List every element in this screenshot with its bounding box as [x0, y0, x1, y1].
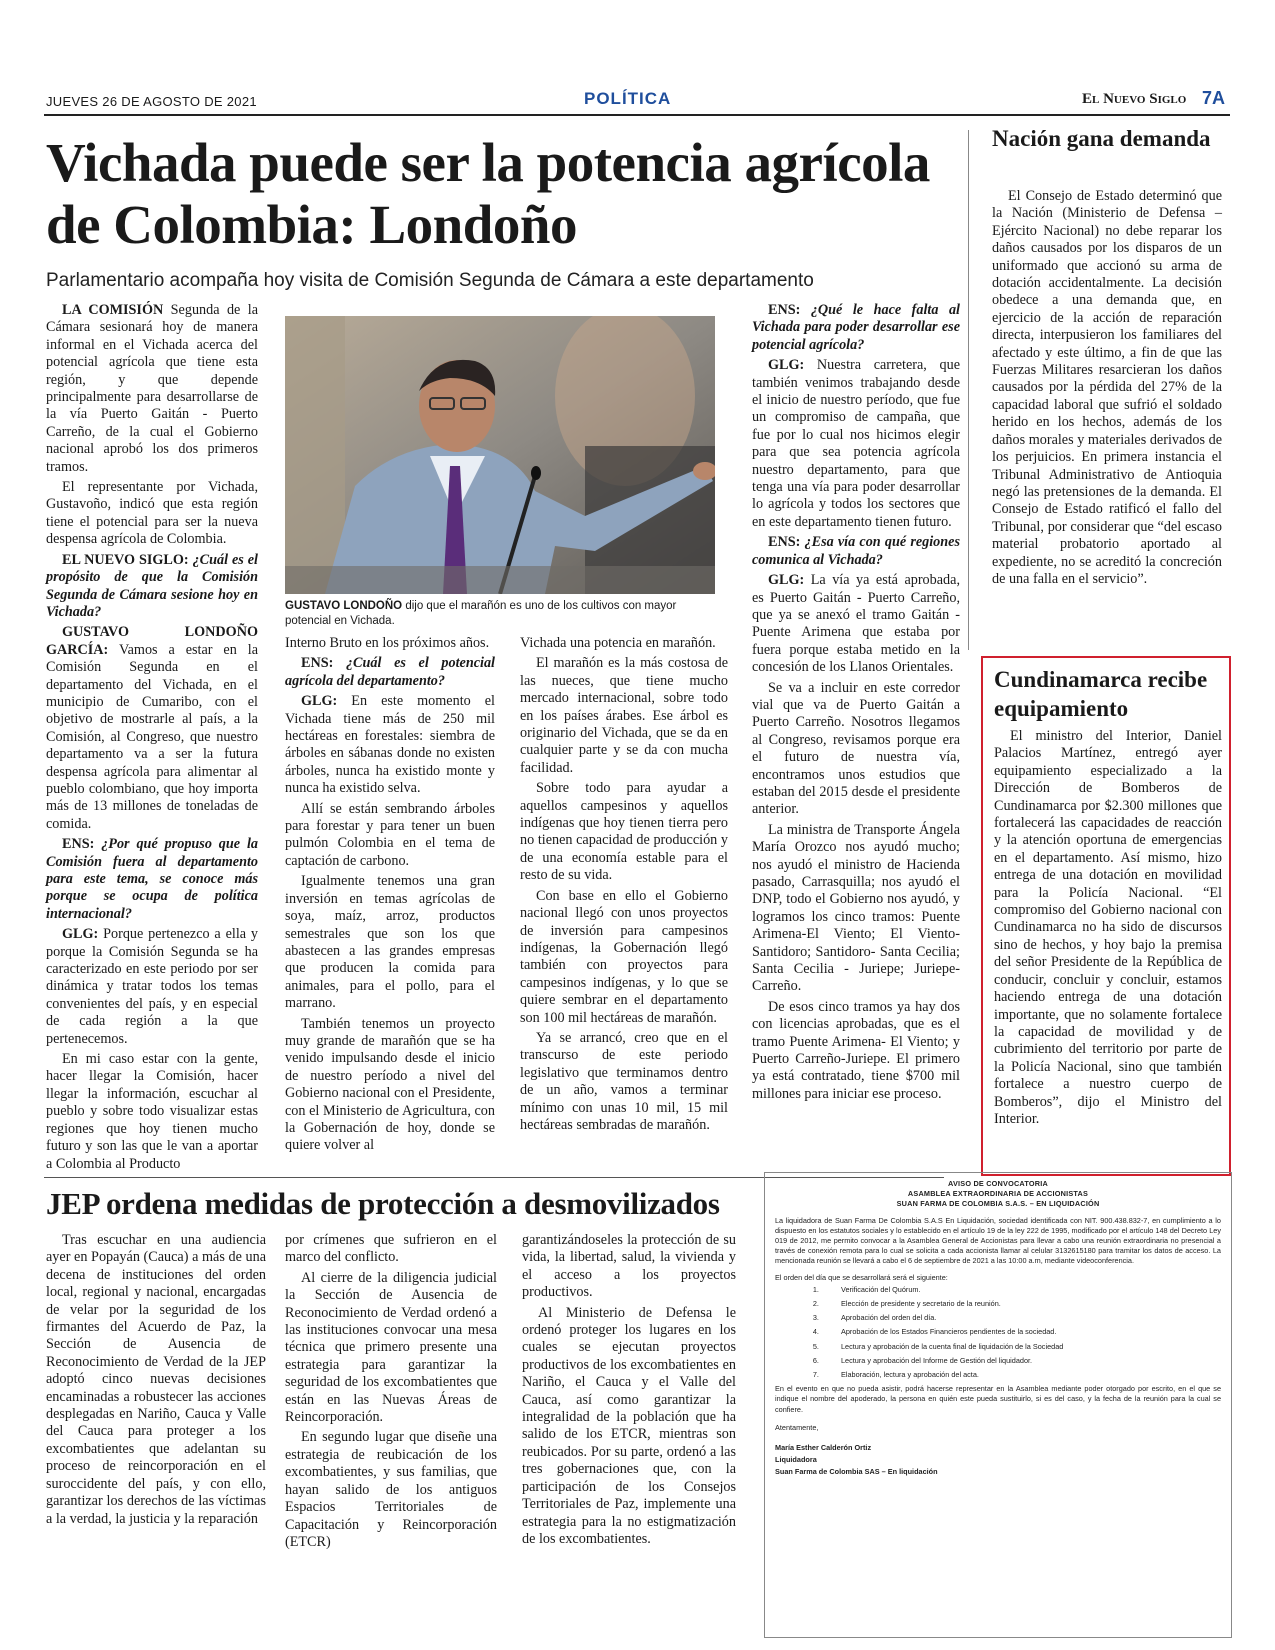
section-label: POLÍTICA — [584, 89, 672, 108]
answer-text: La vía ya está aprobada, es Puerto Gaitán - Puerto Carreño, que ya se anexó el tramo Gaitán - Puente Arimena que estaba por fuera porque estaba metido en la concesión de los Llanos Orientales. — [752, 572, 960, 676]
article-column-2 — [285, 635, 495, 1158]
signature-role: Liquidadora — [775, 1455, 817, 1465]
notice-agenda-list — [775, 1285, 1221, 1380]
paragraph: La ministra de Transporte Ángela María Orozco nos ayudó mucho; nos ayudó el ministro de Hacienda pasado, Carrasquilla; nos ayudó el DNP, todo el Gobierno nos ayudó, y logramos los cinco tramos: Puente Arimena-El Viento; El Viento- Santidoro; Santidoro- Santa Cecilia; Santa Cecilia - Juriepe; Juriepe-Carreño. — [752, 821, 960, 995]
legal-notice — [764, 1172, 1232, 1638]
speaker-label: GLG: — [301, 693, 338, 710]
sidebar-divider — [968, 130, 969, 650]
speaker-label: GLG: — [62, 926, 99, 943]
paragraph: El Consejo de Estado determinó que la Nación (Ministerio de Defensa – Ejército Nacional) no debe reparar los daños causados por los disparos de un uniformado que accionó su arma de dotación accidentalmente. La decisión obedece a una demanda que, en ejercicio de la acción de reparación directa, interpusieron los familiares del afectado y este último, a fin de que las Fuerzas Militares resarcieran los daños causados por la pérdida del 27% de la capacidad laboral que sufrió el soldado herido en los hechos, además de los daños morales y materiales derivados de los perjuicios. En primera instancia el Tribunal Administrativo de Antioquia negó las pretensiones de la demanda. El Consejo de Estado ratificó el fallo del Tribunal, por considerar que “del escaso material probatorio aportado al expediente, no se acreditó la concreción de una falla en el servicio”. — [992, 188, 1222, 587]
main-headline: Vichada puede ser la potencia agrícola de Colombia: Londoño — [46, 132, 930, 255]
main-subhead: Parlamentario acompaña hoy visita de Comisión Segunda de Cámara a este departamento — [46, 270, 814, 291]
paragraph: garantizándoseles la protección de su vida, la libertad, salud, la vivienda y el acceso a los proyectos productivos. — [522, 1232, 736, 1301]
notice-heading-3: SUAN FARMA DE COLOMBIA S.A.S. – EN LIQUIDACIÓN — [896, 1199, 1100, 1209]
paragraph: También tenemos un proyecto muy grande de marañón que se ha venido impulsando desde el inicio de nuestro período a nivel del Gobierno nacional con el Presidente, con el Ministerio de Agricultura, con la Gobernación de hoy, donde se quiere volver al — [285, 1015, 495, 1154]
article-column-3 — [520, 635, 728, 1137]
jep-headline: JEP ordena medidas de protección a desmovilizados — [46, 1186, 720, 1221]
article-photo — [285, 316, 715, 594]
notice-heading-1: AVISO DE CONVOCATORIA — [948, 1179, 1048, 1188]
photo-caption — [285, 599, 715, 629]
paragraph: En segundo lugar que diseñe una estrategia de reubicación de los excombatientes, y sus familias, que hayan salido de los antiguos Espacios Territoriales de Capacitación y Reincorporación (ETCR) — [285, 1429, 497, 1550]
agenda-item: 3. Aprobación del orden del día. — [821, 1313, 1221, 1323]
signature-company: Suan Farma de Colombia SAS – En liquidación — [775, 1467, 938, 1477]
jep-column-1 — [46, 1232, 266, 1531]
paragraph: Tras escuchar en una audiencia ayer en Popayán (Cauca) a más de una decena de instituciones del orden local, regional y nacional, encargadas de velar por la seguridad de los firmantes del Acuerdo de Paz, la Sección de Ausencia de Reconocimiento de Verdad de la JEP adoptó cinco nuevas decisiones encaminadas a robustecer las acciones desplegadas en Nariño, Cauca y Valle del Cauca para proteger a los excombatientes que adelantan su proceso de reincorporación en el suroccidente del país, y con ello, garantizar los derechos de las víctimas a la verdad, la justicia y la reparación — [46, 1232, 266, 1527]
speaker-label: ENS: — [768, 302, 801, 318]
caption-name: GUSTAVO LONDOÑO — [285, 600, 403, 612]
agenda-item: 7. Elaboración, lectura y aprobación del acta. — [821, 1370, 1221, 1380]
header-rule — [44, 114, 1230, 116]
paragraph: por crímenes que sufrieron en el marco del conflicto. — [285, 1232, 497, 1266]
speaker-label: ENS: — [62, 836, 95, 853]
agenda-item: 1. Verificación del Quórum. — [821, 1285, 1221, 1295]
article-column-1 — [46, 302, 258, 1176]
paragraph: Ya se arrancó, creo que en el transcurso de este periodo legislativo que terminamos dentro de un año, vamos a terminar mínimo con unas 10 mil, 15 mil hectáreas sembradas de marañón. — [520, 1029, 728, 1133]
notice-heading-2: ASAMBLEA EXTRAORDINARIA DE ACCIONISTAS — [907, 1189, 1089, 1199]
paragraph: Sobre todo para ayudar a aquellos campesinos y aquellos indígenas que hoy tienen tierra pero no tienen capacidad de producción y de una economía estable para el resto de su vida. — [520, 780, 728, 884]
agenda-item: 5. Lectura y aprobación de la cuenta final de liquidación de la Sociedad — [821, 1342, 1221, 1352]
notice-intro: La liquidadora de Suan Farma De Colombia S.A.S En Liquidación, sociedad identificada con NIT. 900.438.832-7, en cumplimiento a lo dispuesto en los estatutos sociales y lo establecido en el artículo 19 de la ley 222 de 1995, modificado por el artículo 148 del Decreto Ley 019 de 2012, me permito convocar a la Asamblea General de Accionistas para llevar a cabo una reunión extraordinaria no presencial a través de conexión remota para lo cual se solicita a cada accionista llamar al celular 3132615180 para tramitar los datos de acceso. La mencionada reunión se llevará a cabo el 6 de septiembre de 2021 a las 10:00 a.m, mediante videoconferencia. — [775, 1215, 1221, 1266]
question-text: ¿Cuál es el propósito de que la Comisión Segunda de Cámara sesione hoy en Vichada? — [46, 551, 258, 620]
sidebar-1-title: Nación gana demanda — [992, 126, 1211, 151]
photo-illustration — [285, 316, 715, 594]
agenda-item: 4. Aprobación de los Estados Financieros pendientes de la sociedad. — [821, 1327, 1221, 1337]
sidebar-2-body — [994, 728, 1222, 1131]
sidebar-1-body — [992, 188, 1222, 591]
notice-order-label: El orden del día que se desarrollará será el siguiente: — [775, 1272, 948, 1282]
lead-word: LA COMISIÓN — [62, 302, 164, 318]
speaker-label: ENS: — [301, 655, 334, 672]
question-text: ¿Qué le hace falta al Vichada para poder desarrollar ese potencial agrícola? — [752, 302, 960, 353]
jep-column-3 — [522, 1232, 736, 1551]
newspaper-name: El Nuevo Siglo — [1082, 91, 1187, 107]
answer-text: En este momento el Vichada tiene más de 250 mil hectáreas en forestales: siembra de árboles en sábanas donde no existen árboles, nunca ha existido monte y nunca ha existido selva. — [285, 693, 495, 797]
speaker-label: EL NUEVO SIGLO: — [62, 551, 189, 568]
speaker-label: GLG: — [768, 357, 805, 374]
paragraph: Igualmente tenemos una gran inversión en temas agrícolas de soya, maíz, arroz, productos semestrales que son los que abastecen a las grandes empresas que producen la comida para animales, para el pollo, para el marrano. — [285, 873, 495, 1012]
paragraph: Al cierre de la diligencia judicial la Sección de Ausencia de Reconocimiento de Verdad ordenó a las instituciones convocar una mesa técnica que primero presente una estrategia para garantizar la seguridad de los excombatientes que están en las Nuevas Áreas de Reincorporación. — [285, 1269, 497, 1426]
paragraph: El representante por Vichada, Gustavoño, indicó que esta región tiene el potencial para ser la nueva despensa agrícola de Colombia. — [46, 479, 258, 548]
paragraph: Allí se están sembrando árboles para forestar y para tener un buen pulmón Colombia en el tema de captación de carbono. — [285, 800, 495, 869]
paragraph: El ministro del Interior, Daniel Palacios Martínez, entregó ayer equipamiento especializado a la Dirección de Bomberos de Cundinamarca por $2.300 millones que fortalecerá las capacidades de reacción y la atención oportuna de emergencias en el departamento. Así mismo, hizo entrega de una dotación en movilidad para la Policía Nacional. “El compromiso del Gobierno nacional con Cundinamarca no ha sido de discursos sino de hechos, y hoy bajo la premisa del señor Presidente de la República de conducir, concluir y concluir, estamos haciendo entrega de una dotación importante, que no solamente fortalece la capacidad de movilidad y de cubrimiento del territorio por parte de la Policía Nacional, sino que también fortalece a nuestro cuerpo de Bomberos”, dijo el Ministro del Interior. — [994, 728, 1222, 1127]
question-text: ¿Por qué propuso que la Comisión fuera al departamento para este tema, se conoce más porque se ocupa de política internacional? — [46, 836, 258, 922]
paragraph: Segunda de la Cámara sesionará hoy de manera informal en el Vichada acerca del potencial agrícola que tiene esta región, y que depende principalmente para desarrollarse de la vía Puerto Gaitán - Puerto Carreño, de la cual el Gobierno nacional aprobó los dos primeros tramos. — [46, 302, 258, 475]
paragraph: Con base en ello el Gobierno nacional llegó con unos proyectos de inversión para campesinos indígenas, la Gobernación llegó también con proyectos para campesinos indígenas, y lo que se quiere sembrar en el departamento son 100 mil hectáreas de marañón. — [520, 887, 728, 1026]
agenda-item: 6. Lectura y aprobación del Informe de Gestión del liquidador. — [821, 1356, 1221, 1366]
question-text: ¿Esa vía con qué regiones comunica al Vichada? — [752, 534, 960, 568]
sidebar-2-title: Cundinamarca recibe equipamiento — [994, 667, 1208, 721]
paragraph: El marañón es la más costosa de las nueces, que tiene mucho mercado internacional, sobre todo en los países árabes. Ese árbol es originario del Vichada, que se da en cualquier parte y se da con mucha facilidad. — [520, 655, 728, 776]
speaker-label: ENS: — [768, 534, 801, 551]
article-column-4 — [752, 302, 960, 1106]
paragraph: En mi caso estar con la gente, hacer llegar la Comisión, hacer llegar la información, escuchar al pueblo y sobre todo visualizar estas regiones que hoy tienen mucho futuro y son las que le van a aportar a Colombia al Producto — [46, 1051, 258, 1172]
answer-text: Nuestra carretera, que también venimos trabajando desde el inicio de nuestro período, que fue un compromiso de campaña, que fue por lo cual nos hicimos elegir para que sea potencia agrícola nuestro departamento, para que tenga una vía para poder desarrollar lo agrícola y todos los sectores que en este departamento tienen futuro. — [752, 357, 960, 530]
jep-column-2 — [285, 1232, 497, 1554]
paragraph: Vichada una potencia en marañón. — [520, 635, 716, 651]
page-number: 7A — [1202, 88, 1226, 108]
answer-text: Porque pertenezco a ella y porque la Comisión Segunda se ha caracterizado en este periodo por ser dinámica y tratar todos los temas convenientes del país, y en especial de cada región a la que pertenecemos. — [46, 926, 258, 1047]
caption-text: dijo que el marañón es uno de los cultivos con mayor potencial en Vichada. — [285, 600, 677, 627]
question-text: ¿Cuál es el potencial agrícola del departamento? — [285, 655, 495, 689]
paragraph: Interno Bruto en los próximos años. — [285, 635, 490, 651]
agenda-item: 2. Elección de presidente y secretario de la reunión. — [821, 1299, 1221, 1309]
paragraph: Se va a incluir en este corredor vial que va de Puerto Gaitán a Puerto Carreño. Nosotros llegamos al Congreso, revisamos porque era el futuro de nuestra vía, encontramos unos estudios que estaban del 2015 desde el presidente anterior. — [752, 679, 960, 818]
speaker-label: GUSTAVO LONDOÑO GARCÍA: — [46, 624, 258, 658]
notice-closing: Atentamente, — [775, 1422, 819, 1432]
paragraph: De esos cinco tramos ya hay dos con licencias aprobadas, que es el tramo Puente Arimena- El Viento; y Puerto Carreño-Juriepe. El primero ya está contratado, tiene $700 mil millones para iniciar ese proceso. — [752, 998, 960, 1102]
header-date: JUEVES 26 DE AGOSTO DE 2021 — [46, 94, 257, 109]
paragraph: Al Ministerio de Defensa le ordenó proteger los lugares en los cuales se ejecutan proyectos productivos de los excombatientes en Nariño, el Cauca y el Valle del Cauca, así como garantizar la integralidad de la población que ha salido de los ETCR, mientras son reubicados. Por su parte, ordenó a las tres gobernaciones que, con la participación de los Consejos Territoriales de Paz, implemente una estrategia para la no estigmatización de los excombatientes. — [522, 1304, 736, 1547]
answer-text: Vamos a estar en la Comisión Segunda en el departamento del Vichada, en el municipio de Cumaribo, con el objetivo de mostrarle al país, a la Comisión, al Congreso, que nuestro departamento va a ser la futura despensa agrícola para alimentar al pueblo colombiano, que hoy importa más de 13 millones de toneladas de comida. — [46, 641, 258, 832]
notice-footer: En el evento en que no pueda asistir, podrá hacerse representar en la Asamblea mediante poder otorgado por escrito, en el que se indique el nombre del apoderado, la persona en quién este pueda sustituirlo, si es del caso, y la fecha de la reunión para la cual se confiere. — [775, 1384, 1221, 1414]
signature-name: María Esther Calderón Ortiz — [775, 1443, 872, 1453]
speaker-label: GLG: — [768, 572, 805, 589]
